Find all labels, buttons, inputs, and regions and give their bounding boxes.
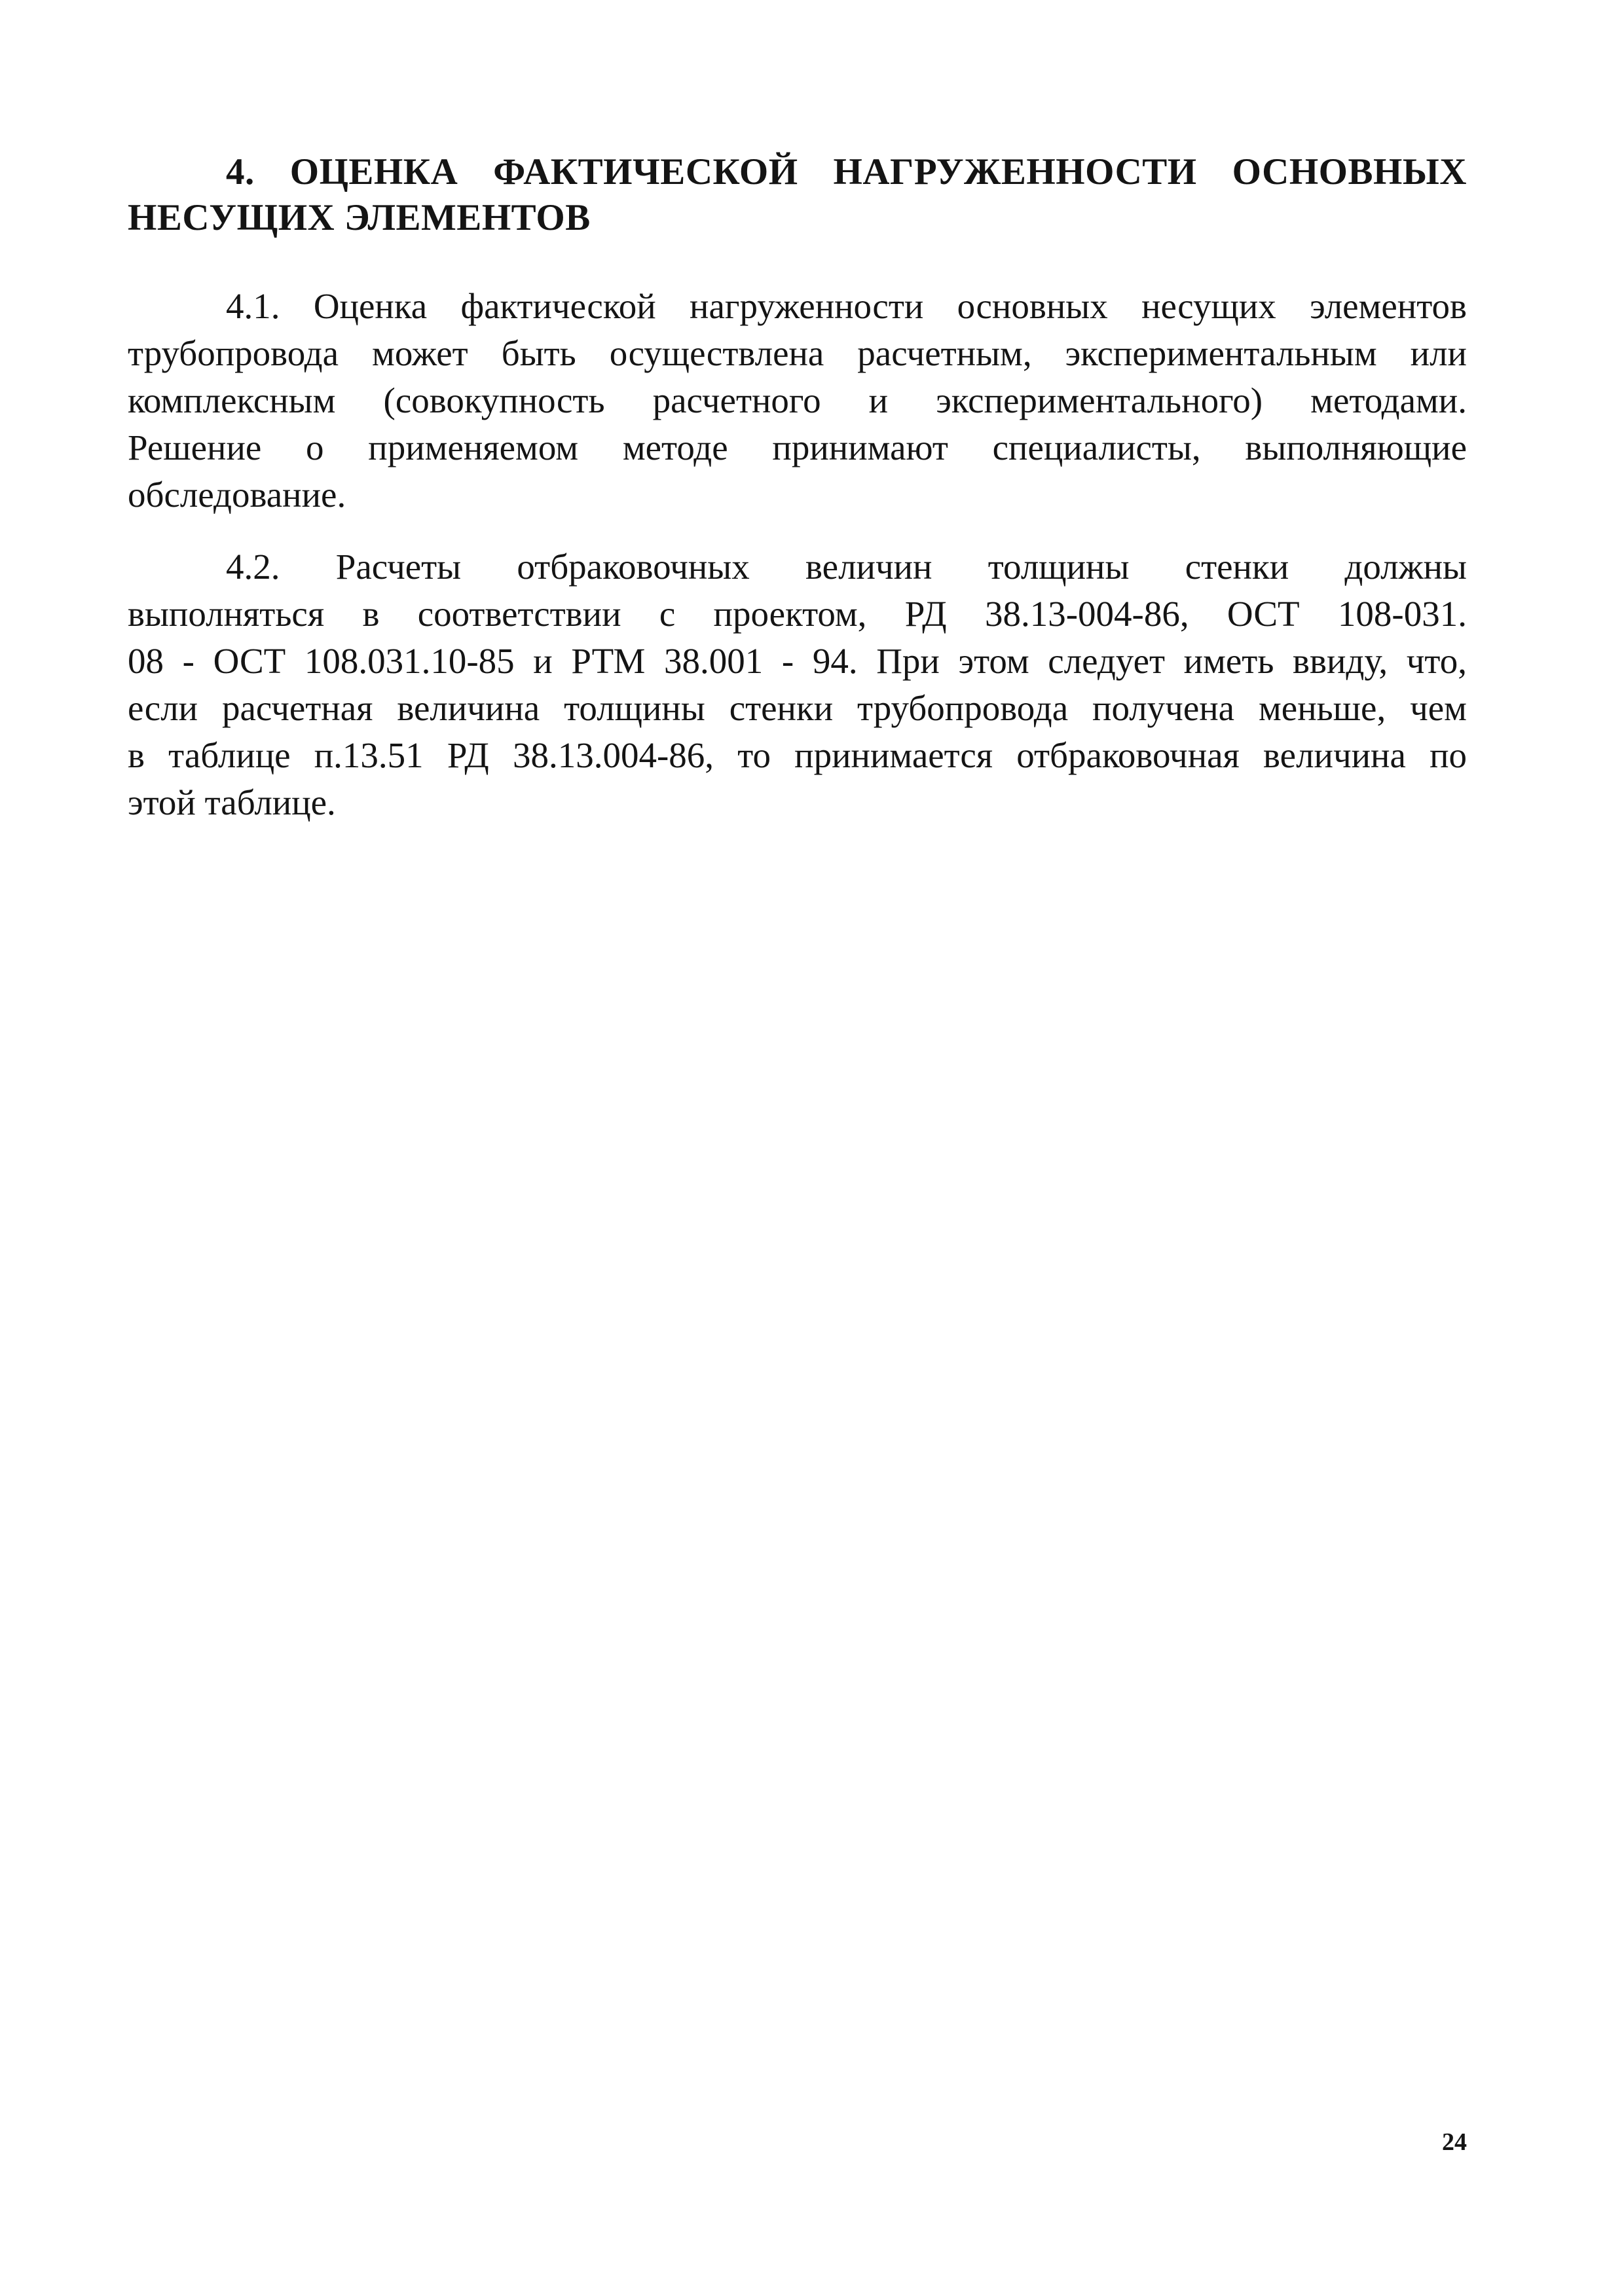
paragraph-line: 4.1. Оценка фактической нагруженности основных несущих элементов — [226, 286, 1467, 326]
paragraph-line: выполняться в соответствии с проектом, РД 38.13-004-86, ОСТ 108-031. — [128, 594, 1467, 634]
page-number: 24 — [1442, 2128, 1467, 2156]
paragraph-line: 4.2. Расчеты отбраковочных величин толщины стенки должны — [226, 547, 1467, 587]
section-heading-line: 4. ОЦЕНКА ФАКТИЧЕСКОЙ НАГРУЖЕННОСТИ ОСНОВНЫХ — [226, 151, 1467, 192]
paragraph-4-1 — [128, 283, 1467, 519]
paragraph-line: если расчетная величина толщины стенки трубопровода получена меньше, чем — [128, 688, 1467, 728]
paragraph-line: 08 - ОСТ 108.031.10-85 и РТМ 38.001 - 94. При этом следует иметь ввиду, что, — [128, 641, 1467, 681]
paragraph-line: обследование. — [128, 475, 346, 515]
paragraph-4-2 — [128, 543, 1467, 826]
section-heading-line: НЕСУЩИХ ЭЛЕМЕНТОВ — [128, 197, 591, 238]
paragraph-line: трубопровода может быть осуществлена расчетным, экспериментальным или — [128, 333, 1467, 373]
paragraph-line: этой таблице. — [128, 782, 336, 822]
section-heading — [128, 149, 1467, 241]
paragraph-line: комплексным (совокупность расчетного и экспериментального) методами. — [128, 380, 1467, 420]
paragraph-line: в таблице п.13.51 РД 38.13.004-86, то принимается отбраковочная величина по — [128, 735, 1467, 775]
paragraph-line: Решение о применяемом методе принимают специалисты, выполняющие — [128, 428, 1467, 467]
